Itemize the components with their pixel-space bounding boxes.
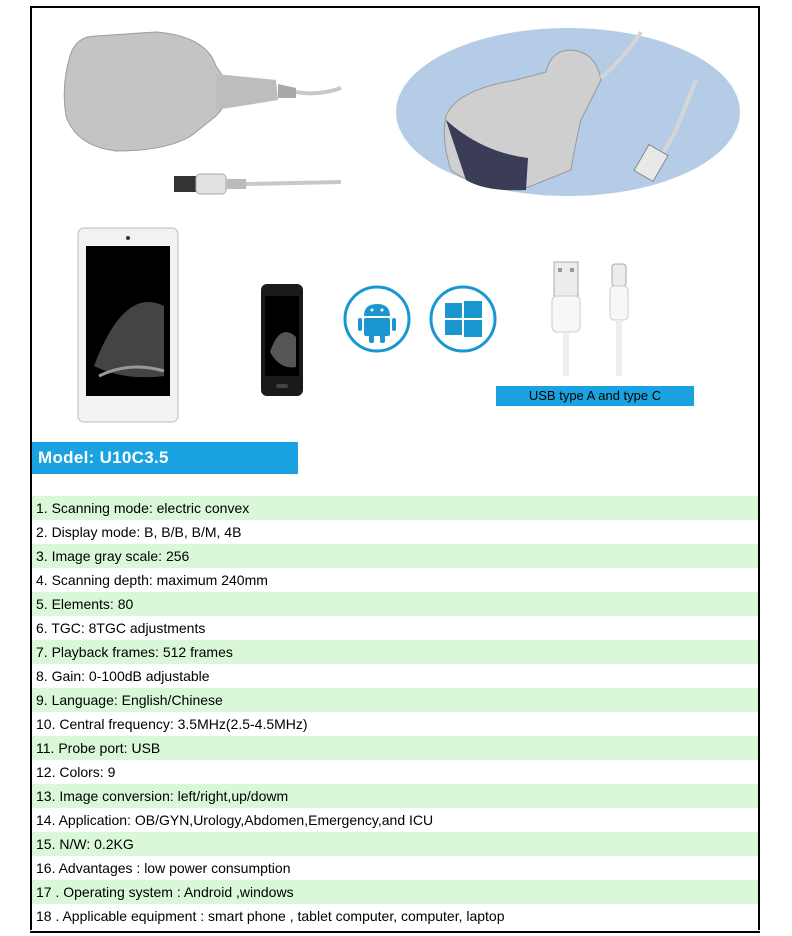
spec-row: 2. Display mode: B, B/B, B/M, 4B bbox=[36, 524, 242, 540]
ultrasound-probe-image bbox=[56, 26, 346, 206]
spec-row: 13. Image conversion: left/right,up/dowm bbox=[32, 784, 758, 808]
spec-row: 7. Playback frames: 512 frames bbox=[32, 640, 758, 664]
spec-row: 6. TGC: 8TGC adjustments bbox=[36, 620, 206, 636]
android-icon bbox=[342, 284, 412, 354]
spec-row: 9. Language: English/Chinese bbox=[32, 688, 758, 712]
model-title: Model: U10C3.5 bbox=[32, 442, 298, 474]
spec-row: 3. Image gray scale: 256 bbox=[32, 544, 758, 568]
bottom-border bbox=[30, 931, 760, 933]
spec-row: 12. Colors: 9 bbox=[36, 764, 116, 780]
spec-row: 18 . Applicable equipment : smart phone , tablet computer, computer, laptop bbox=[36, 908, 505, 924]
usb-cables-image bbox=[540, 258, 650, 378]
windows-icon bbox=[428, 284, 498, 354]
smartphone-image bbox=[258, 282, 306, 400]
spec-row: 1. Scanning mode: electric convex bbox=[32, 496, 758, 520]
usb-type-caption: USB type A and type C bbox=[496, 386, 694, 406]
probe-oval-image bbox=[396, 20, 742, 200]
spec-row: 10. Central frequency: 3.5MHz(2.5-4.5MHz) bbox=[36, 716, 308, 732]
spec-row: 14. Application: OB/GYN,Urology,Abdomen,Emergency,and ICU bbox=[36, 812, 434, 828]
spec-list bbox=[32, 496, 758, 928]
spec-row: 15. N/W: 0.2KG bbox=[32, 832, 758, 856]
spec-row: 8. Gain: 0-100dB adjustable bbox=[36, 668, 210, 684]
spec-row: 11. Probe port: USB bbox=[32, 736, 758, 760]
tablet-image bbox=[74, 226, 184, 426]
spec-row: 17 . Operating system : Android ,windows bbox=[32, 880, 758, 904]
spec-row: 16. Advantages : low power consumption bbox=[36, 860, 291, 876]
spec-row: 4. Scanning depth: maximum 240mm bbox=[36, 572, 268, 588]
spec-row: 5. Elements: 80 bbox=[32, 592, 758, 616]
